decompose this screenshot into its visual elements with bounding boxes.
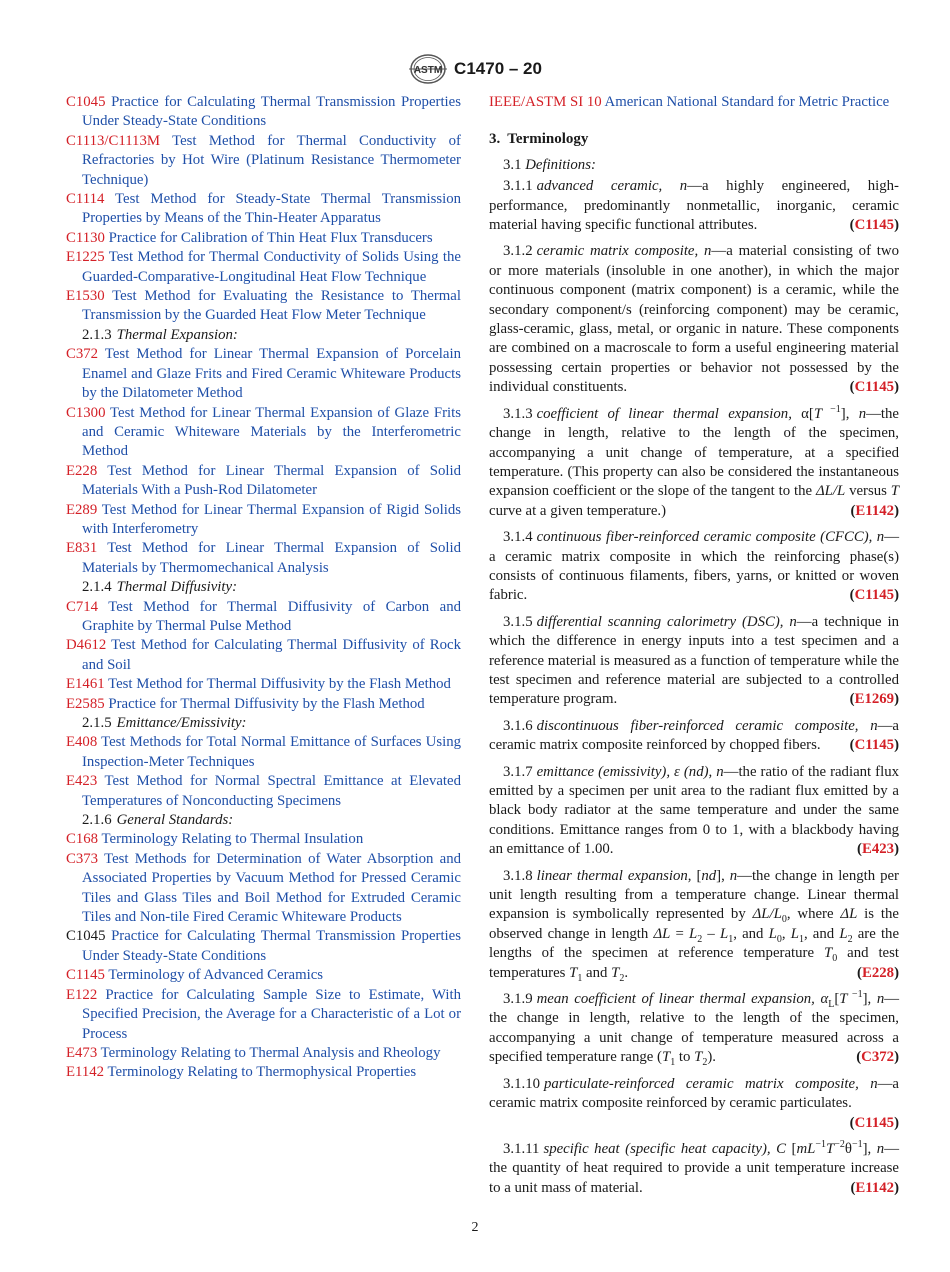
subsection-number: 3.1 [503,156,522,173]
definition-text: ). [707,1049,716,1066]
definition-text: 0 [781,914,787,926]
definition-text: L [768,925,777,942]
reference-code[interactable]: E408 [66,734,98,751]
definition-text: —the change in length, relative to the length of the specimen, accompanying a unit change of temperature measured across a specified temperature range ( [489,991,900,1066]
definition-text: specific heat (specific heat capacity), C [543,1140,786,1157]
definition-text: are the lengths of the specimen at reference temperature [489,925,900,962]
definition-text: continuous fiber-reinforced ceramic composite (CFCC), n [536,529,885,546]
reference-code[interactable]: E473 [66,1044,98,1061]
definition-text: . [624,964,629,981]
reference-title[interactable]: Test Method for Linear Thermal Expansion of Solid Materials by Thermomechanical Analysis [82,540,461,576]
reference-title[interactable]: Test Method for Normal Spectral Emittance at Elevated Temperatures of Nonconducting Specimens [82,773,461,809]
reference-title[interactable]: Test Method for Thermal Conductivity of Solids Using the Guarded-Comparative-Longitudinal Heat Flow Technique [82,249,461,285]
reference-title[interactable]: Terminology Relating to Thermal Analysis and Rheology [100,1044,441,1061]
reference-entry[interactable] [66,539,461,578]
reference-title[interactable]: Practice for Calculating Thermal Transmission Properties Under Steady-State Conditions [82,94,461,130]
definition-text: —a ceramic matrix composite in which the reinforcing phase(s) consists of continuous filaments, fibers, yarns, or knitted or woven fabric. [489,529,899,604]
definition-text: advanced ceramic, n [536,178,688,195]
reference-code[interactable]: C1145 [66,967,105,984]
definition-text: —a highly engineered, high-performance, predominantly nonmetallic, inorganic, ceramic material having specific functional attributes. [489,178,899,234]
subsection-label: Thermal Diffusivity: [116,579,238,596]
source-code[interactable]: E423 [861,841,895,858]
definition-text: —the ratio of the radiant flux emitted by a specimen per unit area to the radiant flux emitted by a black body radiator at the same temperature and under the same conditions. Emittance ranges from 0 to 1, with a blackbody having an emittance of 1.00. [489,763,899,858]
reference-entry[interactable] [66,190,461,229]
definition-3-1-7 [489,763,899,860]
definition-text: ΔL/L [815,483,846,500]
definition-source[interactable]: (E1142) [850,502,899,519]
reference-title[interactable]: Terminology Relating to Thermal Insulation [101,831,364,848]
definition-text: −2 [834,1138,845,1150]
definition-source[interactable]: (C372) [856,1049,899,1066]
definition-text: discontinuous fiber-reinforced ceramic composite, n [536,717,878,734]
reference-entry[interactable] [66,1044,461,1063]
definition-3-1-9 [489,990,899,1068]
definition-text: 2 [847,933,853,945]
definition-text: mean coefficient of linear thermal expansion, α [536,991,829,1008]
reference-code[interactable]: E1142 [66,1064,105,1081]
definition-text: T [611,964,620,981]
definition-number: 3.1.9 [503,991,533,1008]
reference-code[interactable]: C168 [66,831,99,848]
source-code[interactable]: E1142 [855,1179,895,1196]
source-code[interactable]: C372 [861,1049,895,1066]
reference-code[interactable]: C1130 [66,229,105,246]
section-heading [489,130,899,149]
definition-number: 3.1.7 [503,763,533,780]
definition-text: [ [691,867,702,884]
definition-number: 3.1.1 [503,178,533,195]
definition-text: emittance (emissivity), ε (nd), n [536,763,724,780]
reference-code[interactable]: C372 [66,346,99,363]
reference-entry[interactable] [66,287,461,326]
logo-text: ASTM [413,65,443,76]
reference-title[interactable]: Terminology Relating to Thermophysical Properties [107,1064,417,1081]
definition-3-1-6 [489,717,899,756]
definition-3-1-10 [489,1075,899,1133]
definition-text: −1 [815,1138,827,1150]
definition-text: particulate-reinforced ceramic matrix composite, n [544,1075,878,1092]
definition-text: T [694,1049,703,1066]
definition-source[interactable]: (C1145) [849,737,899,754]
definition-text: T [661,1049,671,1066]
definition-text: 2 [619,972,625,984]
definition-text: L [790,925,799,942]
section-number: 3. [489,131,501,148]
reference-entry[interactable] [66,501,461,540]
definition-text: nd [701,867,717,884]
source-code[interactable]: C1145 [854,737,895,754]
definition-3-1-1 [489,177,899,235]
definition-text: 2 [697,933,703,945]
reference-title[interactable]: Test Method for Thermal Diffusivity by the Flash Method [108,676,451,693]
definition-text: and [582,964,612,981]
reference-title[interactable]: Test Method for Steady-State Thermal Transmission Properties by Means of the Thin-Heater Apparatus [82,191,462,227]
definition-text: —a material consisting of two or more materials (insoluble in one another), in which the major continuous component (matrix component) is a ceramic, while the secondary component/s (reinforcing component) may be ceramic, glass-ceramic, glass, metal, or organic in nature. These components are combined on a macroscale to form a useful engineering material possessing certain properties or behavior not possessed by the individual constituents. [489,243,900,396]
definition-text: T [826,1140,835,1157]
definition-text: ΔL [653,925,671,942]
references-column [66,93,461,1083]
definition-text: —a ceramic matrix composite reinforced by ceramic particulates. [489,1075,899,1112]
subsection-label: Emittance/Emissivity: [116,715,247,731]
definition-text: , [781,925,791,942]
definition-text: coefficient of linear thermal expansion, [536,405,792,422]
definition-text: −1 [822,403,841,415]
reference-title[interactable]: Terminology of Advanced Ceramics [108,967,324,984]
reference-code[interactable]: C1114 [66,191,105,208]
reference-code[interactable]: D4612 [66,637,107,654]
reference-entry[interactable] [66,986,461,1044]
definition-text: T [569,964,578,981]
definition-text: −1 [851,1138,863,1150]
definition-source[interactable]: (C1145) [849,379,899,396]
definition-text: 1 [670,1057,676,1069]
reference-entry[interactable] [66,1063,461,1082]
definition-text: = [670,925,690,942]
definition-text: L [828,999,835,1011]
reference-entry[interactable] [66,675,461,694]
definition-source[interactable]: (C1145) [849,217,899,234]
page-number: 2 [471,1220,479,1235]
definition-text: ], [716,867,730,884]
reference-code[interactable]: E1225 [66,249,105,266]
reference-entry[interactable] [66,695,461,714]
reference-title[interactable]: Practice for Calibration of Thin Heat Flux Transducers [108,229,433,246]
reference-code[interactable]: E2585 [66,695,105,712]
reference-code[interactable]: C714 [66,598,99,615]
definition-text: —the change in length per unit length resulting from a temperature change. Linear thermal expansion is symbolically represented by [489,867,899,923]
reference-title[interactable]: Test Methods for Total Normal Emittance of Surfaces Using Inspection-Meter Techniques [82,734,461,770]
source-code[interactable]: C1145 [854,587,895,604]
page-header [0,52,950,86]
reference-entry[interactable] [66,927,461,966]
definition-text: and test temperatures [489,945,899,981]
definition-number: 3.1.6 [503,717,533,734]
reference-title[interactable]: Test Method for Linear Thermal Expansion of Porcelain Enamel and Glaze Frits and Fired Ceramic Whiteware Products by the Dilatometer Method [82,346,461,402]
reference-code[interactable]: IEEE/ASTM SI 10 [489,94,602,110]
reference-title[interactable]: Test Method for Linear Thermal Expansion of Rigid Solids with Interferometry [82,501,461,537]
reference-title[interactable]: American National Standard for Metric Practice [604,94,890,110]
reference-code[interactable]: C1300 [66,404,106,421]
subsection-number: 2.1.4 [82,579,112,596]
reference-code[interactable]: C1045 [66,94,106,110]
reference-entry[interactable] [66,462,461,501]
reference-code[interactable]: E228 [66,462,98,479]
subsection-number: 2.1.6 [82,812,112,829]
definition-number: 3.1.2 [503,243,533,260]
definition-text: n [876,991,885,1008]
definition-text: —the quantity of heat required to provide a unit temperature increase to a unit mass of material. [489,1140,899,1196]
source-code[interactable]: E228 [861,964,895,981]
definition-text: L [689,925,698,942]
definition-number: 3.1.3 [503,405,533,422]
reference-code[interactable]: C1113/C1113M [66,132,160,149]
definition-text: —a technique in which the difference in energy inputs into a test specimen and a reference material is measured as a function of temperature while the test specimen and reference material are subjected to a controlled temperature program. [489,613,899,708]
definition-text: α[ [791,405,814,422]
subsection-heading [66,714,461,733]
reference-entry-si10[interactable] [489,93,899,112]
definition-text: ], [840,405,859,422]
definition-text: ceramic matrix composite, n [536,243,712,260]
reference-title[interactable]: Test Method for Calculating Thermal Diffusivity of Rock and Soil [82,637,461,673]
definition-text: T [890,483,899,500]
definition-text: n [876,1140,885,1157]
reference-title[interactable]: Test Method for Thermal Diffusivity of Carbon and Graphite by Thermal Pulse Method [82,598,461,634]
definition-text: n [729,867,738,884]
reference-title[interactable]: Test Methods for Determination of Water Absorption and Associated Properties by Vacuum Method for Pressed Ceramic Tiles and Glass Tiles and Boil Method for Extruded Ceramic Tiles and Non-tile Fired Ceramic Whiteware Products [82,850,461,926]
astm-logo-icon [408,53,448,85]
definition-text: differential scanning calorimetry (DSC), n [536,613,797,630]
reference-entry[interactable] [66,345,461,403]
definition-text: 1 [577,972,583,984]
definition-text: L [839,925,848,942]
reference-entry[interactable] [66,229,461,248]
definition-text: [ [834,991,840,1008]
reference-title[interactable]: Test Method for Linear Thermal Expansion of Solid Materials With a Push-Rod Dilatometer [82,462,461,499]
reference-title[interactable]: Practice for Calculating Sample Size to Estimate, With Specified Precision, the Average for a Characteristic of a Lot or Process [82,986,462,1042]
definition-number: 3.1.8 [503,867,533,884]
definition-text: T [823,945,833,962]
definition-text: −1 [847,989,863,1001]
reference-code[interactable]: E122 [66,986,98,1003]
definition-number: 3.1.10 [503,1075,540,1092]
definition-text: 1 [728,933,734,945]
reference-title[interactable]: Test Method for Linear Thermal Expansion of Glaze Frits and Ceramic Whiteware Materials by the Interferometric Method [82,404,461,460]
definition-source[interactable]: (E1142) [850,1179,899,1196]
definition-text: – [702,925,720,942]
source-code[interactable]: E1142 [855,502,895,519]
definition-text: L [719,925,729,942]
subsection-number: 2.1.3 [82,326,112,343]
standard-designation: C1470 – 20 [454,59,542,78]
definition-text: linear thermal expansion, [536,867,692,884]
reference-title[interactable]: Test Method for Evaluating the Resistance to Thermal Transmission by the Guarded Heat Flow Meter Technique [82,288,461,324]
section-title: Terminology [507,131,589,148]
definition-3-1-11 [489,1140,899,1198]
definition-number: 3.1.5 [503,613,533,630]
definition-text: 2 [702,1057,708,1069]
definition-text: θ [844,1140,852,1157]
definition-text: ΔL/L [752,906,782,923]
reference-entry[interactable] [66,404,461,462]
reference-code[interactable]: E831 [66,540,98,557]
reference-entry[interactable] [66,598,461,637]
definition-text: —a ceramic matrix composite reinforced by chopped fibers. [489,717,899,754]
subsection-label: Thermal Expansion: [116,326,238,343]
reference-entry[interactable] [66,93,461,132]
definition-3-1-4 [489,528,899,606]
definition-text: versus [845,483,891,500]
reference-code[interactable]: E289 [66,501,98,518]
reference-code[interactable]: C1045 [66,928,106,945]
source-code[interactable]: C1145 [854,217,895,234]
definitions-list [489,177,899,1198]
definition-source[interactable]: (E423) [857,841,899,858]
reference-entry[interactable] [66,966,461,985]
reference-code[interactable]: E1530 [66,288,105,305]
definition-number: 3.1.4 [503,529,533,546]
subsection-heading [66,578,461,597]
source-code[interactable]: E1269 [854,691,895,708]
definition-text: mL [796,1140,816,1157]
reference-entry[interactable] [66,132,461,190]
definition-text: , and [733,925,769,942]
reference-code[interactable]: E423 [66,773,98,790]
definition-3-1-2 [489,242,899,397]
reference-title[interactable]: Practice for Calculating Thermal Transmission Properties Under Steady-State Conditions [82,928,461,964]
definition-source[interactable]: (E228) [857,964,899,981]
definition-source[interactable]: (C1145) [849,587,899,604]
definition-3-1-5 [489,613,899,710]
definition-text: 0 [832,953,838,965]
subsection-heading [66,326,461,345]
subsection-heading [66,811,461,830]
reference-title[interactable]: Test Method for Thermal Conductivity of Refractories by Hot Wire (Platinum Resistance Thermometer Technique) [82,132,461,188]
definition-3-1-3 [489,405,899,521]
definition-text: ΔL [840,906,858,923]
subsection-label: Definitions: [525,156,596,173]
definition-number: 3.1.11 [503,1140,540,1157]
reference-code[interactable]: C373 [66,850,99,867]
reference-entry[interactable] [66,830,461,849]
definition-text: n [858,405,867,422]
definition-source[interactable]: (E1269) [849,691,899,708]
reference-entry[interactable] [66,772,461,811]
definition-text: T [839,991,848,1008]
reference-entry[interactable] [66,636,461,675]
subsection-label: General Standards: [116,812,234,829]
source-code[interactable]: C1145 [854,1114,895,1131]
definition-text: —the change in length, relative to the length of the specimen, accompanying a unit change of temperature, at a specified temperature. (This property can also be considered the instantaneous expansion coefficient or the slope of the tangent to the [489,405,899,500]
reference-code[interactable]: E1461 [66,676,105,693]
definition-text: is the observed change in length [489,906,899,942]
subsection-number: 2.1.5 [82,715,112,731]
definition-text: T [813,405,823,422]
definition-text: 0 [776,933,782,945]
reference-entry[interactable] [66,248,461,287]
definition-3-1-8 [489,867,899,983]
reference-entry[interactable] [66,850,461,928]
definition-text: 1 [798,933,804,945]
definition-text: [ [785,1140,797,1157]
definition-text: ], [862,991,877,1008]
definition-text: ], [862,1140,877,1157]
definition-text: curve at a given temperature.) [489,502,667,519]
terminology-column [489,93,899,1205]
definition-text: , where [786,906,841,923]
source-code[interactable]: C1145 [854,379,895,396]
reference-title[interactable]: Practice for Thermal Diffusivity by the Flash Method [108,695,425,712]
reference-entry[interactable] [66,733,461,772]
definition-source[interactable]: (C1145) [849,1114,899,1131]
definition-text: , and [803,925,840,942]
definition-text: to [675,1049,695,1066]
subsection-heading [489,156,899,175]
